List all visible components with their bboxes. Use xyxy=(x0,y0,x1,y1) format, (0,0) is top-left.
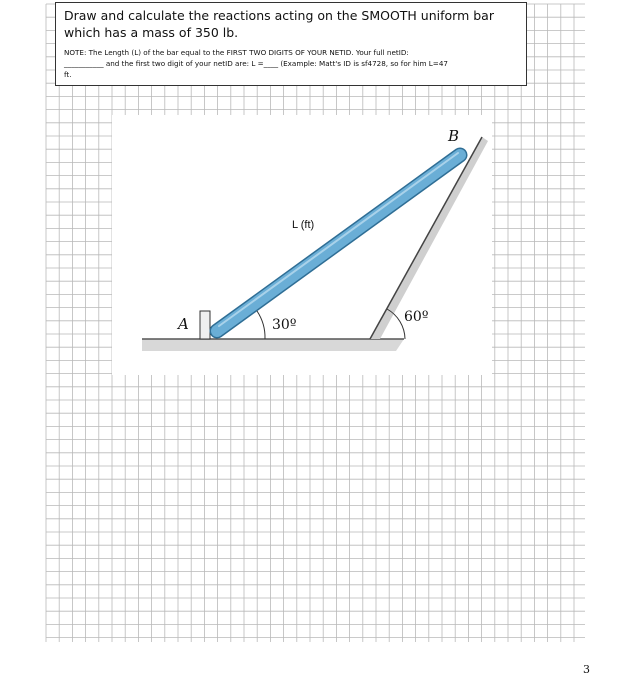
page-number: 3 xyxy=(583,663,590,676)
label-b: B xyxy=(448,127,460,145)
problem-note xyxy=(64,47,518,80)
problem-statement-box xyxy=(55,2,527,86)
note-line-2: ___________ and the first two digit of your netID are: L =____ (Example: Matt's ID is sf4728, so for him L=47 xyxy=(64,59,448,68)
angle-arc-30 xyxy=(257,311,265,339)
angle-label-60: 60º xyxy=(404,309,429,325)
ground-shadow xyxy=(142,339,404,351)
label-a: A xyxy=(178,315,189,333)
problem-title: Draw and calculate the reactions acting on the SMOOTH uniform bar which has a mass of 350 lb. xyxy=(64,8,494,40)
bar-diagram-svg xyxy=(112,115,492,375)
stop-block xyxy=(200,311,210,339)
bar-highlight xyxy=(219,153,458,326)
wall-shadow xyxy=(370,137,488,339)
bar-diagram xyxy=(112,115,492,375)
angle-label-30: 30º xyxy=(272,317,297,333)
length-label: L (ft) xyxy=(292,219,315,231)
note-line-3: ft. xyxy=(64,70,72,79)
note-line-1: NOTE: The Length (L) of the bar equal to the FIRST TWO DIGITS OF YOUR NETID. Your full netID: xyxy=(64,48,409,57)
